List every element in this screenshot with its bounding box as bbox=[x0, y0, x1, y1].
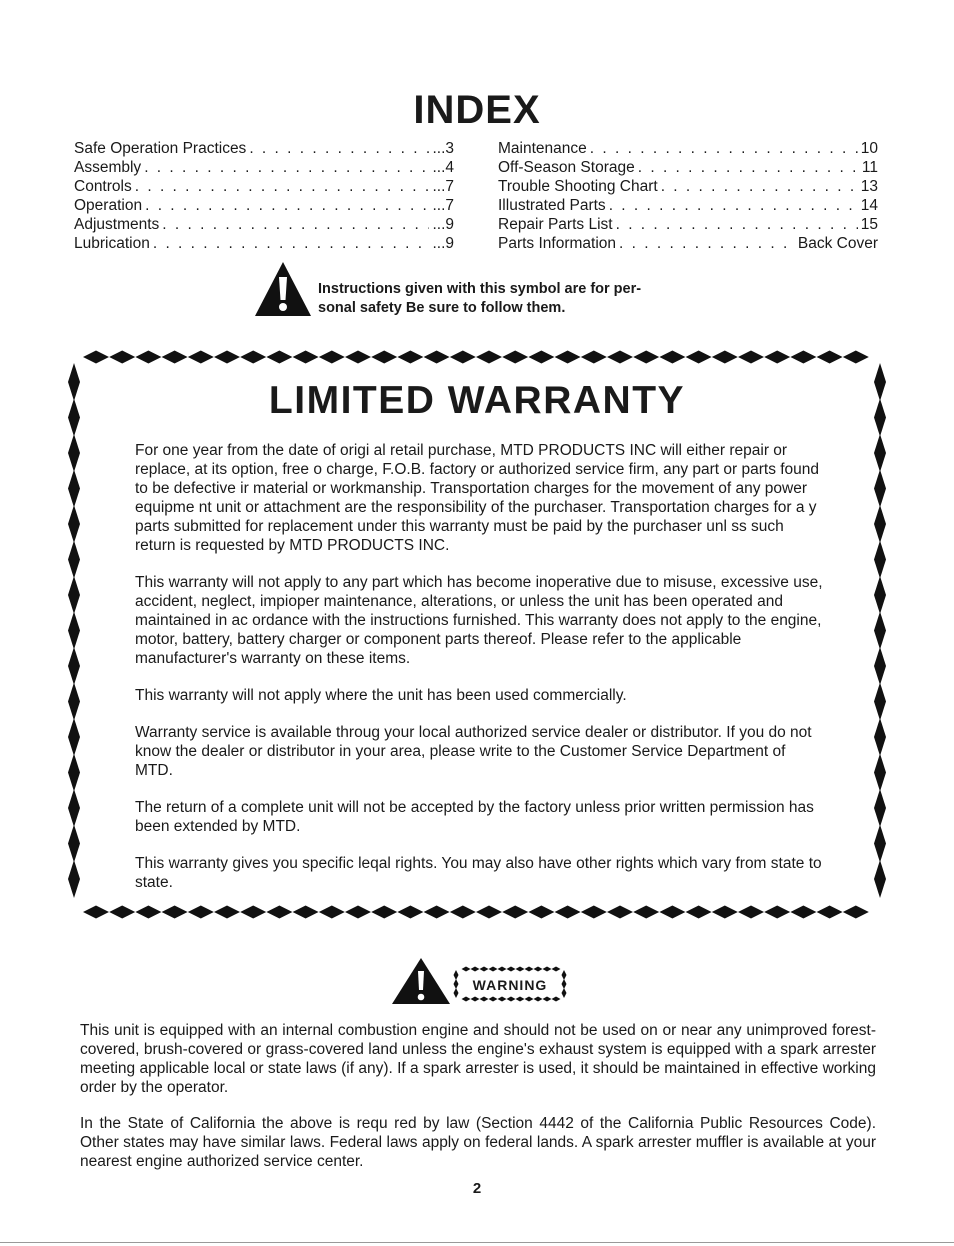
badge-diamond bbox=[543, 997, 552, 1002]
border-diamond bbox=[345, 351, 371, 364]
border-diamond bbox=[109, 906, 135, 919]
badge-diamond bbox=[480, 997, 489, 1002]
index-entry: Off-Season Storage . . . 11 bbox=[498, 158, 878, 177]
border-diamond bbox=[162, 351, 188, 364]
border-diamond bbox=[633, 351, 659, 364]
warranty-paragraph: This warranty gives you specific leqal rights. You may also have other rights which vary from state to state. bbox=[135, 855, 822, 891]
border-diamond bbox=[109, 351, 135, 364]
border-diamond bbox=[450, 351, 476, 364]
border-diamond bbox=[874, 470, 886, 508]
page-number: 2 bbox=[472, 1180, 482, 1197]
border-diamond bbox=[607, 351, 633, 364]
border-diamond bbox=[712, 351, 738, 364]
border-diamond bbox=[874, 434, 886, 472]
warning-paragraph: This unit is equipped with an internal combustion engine and should not be used on or near any unimproved forest-covered, brush-covered or grass-covered land unless the engine's exhaust system is equipped with a spark arrester meeting applicable local or state laws (if any). If a spark arrester is used, it should be maintained in effective working order by the operator. bbox=[80, 1022, 876, 1096]
warning-body bbox=[80, 1021, 876, 1188]
border-diamond bbox=[266, 351, 292, 364]
border-diamond bbox=[68, 718, 80, 756]
bottom-rule bbox=[0, 1242, 954, 1243]
border-diamond bbox=[874, 541, 886, 579]
border-diamond bbox=[817, 351, 843, 364]
border-diamond bbox=[319, 351, 345, 364]
border-diamond bbox=[874, 505, 886, 543]
index-entry: Operation . . . ...7 bbox=[74, 196, 454, 215]
border-diamond bbox=[686, 351, 712, 364]
index-entry: Lubrication . . . ...9 bbox=[74, 234, 454, 253]
index-entry: Repair Parts List . . . 15 bbox=[498, 215, 878, 234]
badge-diamond bbox=[507, 997, 516, 1002]
badge-diamond bbox=[516, 967, 525, 972]
badge-diamond bbox=[525, 967, 534, 972]
badge-diamond bbox=[489, 997, 498, 1002]
border-diamond bbox=[83, 351, 109, 364]
index-entry: Adjustments . . . ...9 bbox=[74, 215, 454, 234]
border-diamond bbox=[68, 825, 80, 863]
border-diamond bbox=[68, 647, 80, 685]
border-diamond bbox=[764, 351, 790, 364]
badge-diamond bbox=[507, 967, 516, 972]
border-diamond bbox=[874, 860, 886, 898]
border-diamond bbox=[68, 505, 80, 543]
border-diamond bbox=[188, 351, 214, 364]
border-diamond bbox=[874, 825, 886, 863]
badge-diamond bbox=[489, 967, 498, 972]
badge-diamond bbox=[525, 997, 534, 1002]
warning-paragraph: In the State of California the above is requ red by law (Section 4442 of the California Public Resources Code). Other states may have similar laws. Federal laws apply on federal lands. A spark arrester muffler is available at your nearest engine authorized service center. bbox=[80, 1115, 876, 1170]
border-diamond bbox=[293, 351, 319, 364]
border-diamond bbox=[874, 647, 886, 685]
badge-diamond bbox=[552, 967, 561, 972]
border-diamond bbox=[843, 351, 869, 364]
border-diamond bbox=[581, 351, 607, 364]
badge-diamond bbox=[498, 967, 507, 972]
warranty-paragraph: For one year from the date of origi al retail purchase, MTD PRODUCTS INC will either repair or replace, at its option, free o charge, F.O.B. factory or authorized service firm, any part or parts found to be defective ir material or workmanship. Transportation charges for the movement of any power equipme nt unit or attachment are the responsibility of the purchaser. Transportation charges for a y parts submitted for replacement under this warranty must be paid by the purchaser unl ss such return is requested by MTD PRODUCTS INC. bbox=[135, 442, 820, 554]
border-diamond bbox=[68, 789, 80, 827]
border-diamond bbox=[738, 351, 764, 364]
badge-diamond bbox=[534, 997, 543, 1002]
border-diamond bbox=[790, 351, 816, 364]
border-diamond bbox=[874, 789, 886, 827]
warranty-paragraph: Warranty service is available throug your local authorized service dealer or distributor. If you do not know the dealer or distributor in your area, please write to the Customer Service Department of MTD. bbox=[135, 724, 812, 779]
badge-diamond bbox=[462, 997, 471, 1002]
index-entry: Parts Information . . . Back Cover bbox=[498, 234, 878, 253]
border-diamond bbox=[371, 351, 397, 364]
warranty-title: LIMITED WARRANTY bbox=[268, 379, 686, 422]
index-entry: Illustrated Parts . . . 14 bbox=[498, 196, 878, 215]
border-diamond bbox=[214, 351, 240, 364]
border-diamond bbox=[502, 351, 528, 364]
warning-label: WARNING bbox=[472, 977, 548, 993]
border-diamond bbox=[68, 860, 80, 898]
border-diamond bbox=[240, 351, 266, 364]
border-diamond bbox=[83, 906, 109, 919]
badge-diamond bbox=[471, 967, 480, 972]
border-diamond bbox=[874, 576, 886, 614]
border-diamond bbox=[397, 351, 423, 364]
border-diamond bbox=[874, 718, 886, 756]
index-entry: Controls . . . ...7 bbox=[74, 177, 454, 196]
border-diamond bbox=[68, 612, 80, 650]
border-diamond bbox=[68, 576, 80, 614]
warranty-paragraph: This warranty will not apply where the unit has been used commercially. bbox=[135, 687, 627, 704]
border-diamond bbox=[528, 351, 554, 364]
badge-diamond bbox=[462, 967, 471, 972]
badge-diamond bbox=[471, 997, 480, 1002]
border-diamond bbox=[555, 351, 581, 364]
border-diamond bbox=[68, 754, 80, 792]
badge-diamond bbox=[480, 967, 489, 972]
border-diamond bbox=[659, 351, 685, 364]
warranty-paragraph: The return of a complete unit will not be accepted by the factory unless prior written permission has been extended by MTD. bbox=[135, 799, 814, 835]
warranty-body bbox=[135, 441, 823, 910]
index-entry: Maintenance . . . 10 bbox=[498, 139, 878, 158]
border-diamond bbox=[476, 351, 502, 364]
border-diamond bbox=[874, 683, 886, 721]
badge-diamond bbox=[498, 997, 507, 1002]
index-title: INDEX bbox=[413, 88, 541, 132]
index-entry: Assembly . . . ...4 bbox=[74, 158, 454, 177]
badge-diamond bbox=[552, 997, 561, 1002]
badge-diamond bbox=[534, 967, 543, 972]
border-diamond bbox=[424, 351, 450, 364]
border-diamond bbox=[68, 683, 80, 721]
border-diamond bbox=[874, 612, 886, 650]
border-diamond bbox=[843, 906, 869, 919]
index-entry: Trouble Shooting Chart . . . 13 bbox=[498, 177, 878, 196]
border-diamond bbox=[135, 351, 161, 364]
badge-diamond bbox=[516, 997, 525, 1002]
warning-badge bbox=[452, 966, 568, 1002]
border-diamond bbox=[68, 434, 80, 472]
badge-diamond bbox=[543, 967, 552, 972]
index-entry: Safe Operation Practices . . . ...3 bbox=[74, 139, 454, 158]
border-diamond bbox=[68, 470, 80, 508]
border-diamond bbox=[68, 541, 80, 579]
warranty-paragraph: This warranty will not apply to any part which has become inoperative due to misuse, excessive use, accident, neglect, impioper maintenance, alterations, or unless the unit has been operated and maintained in ac ordance with the instructions furnished. This warranty does not apply to the engine, motor, battery, battery charger or component parts thereof. Please refer to the applicable manufacturer's warranty on these items. bbox=[135, 574, 823, 667]
warning-triangle-icon bbox=[391, 957, 451, 1005]
border-diamond bbox=[874, 754, 886, 792]
safety-note-text: Instructions given with this symbol are for per- sonal safety Be sure to follow them. bbox=[318, 281, 642, 316]
